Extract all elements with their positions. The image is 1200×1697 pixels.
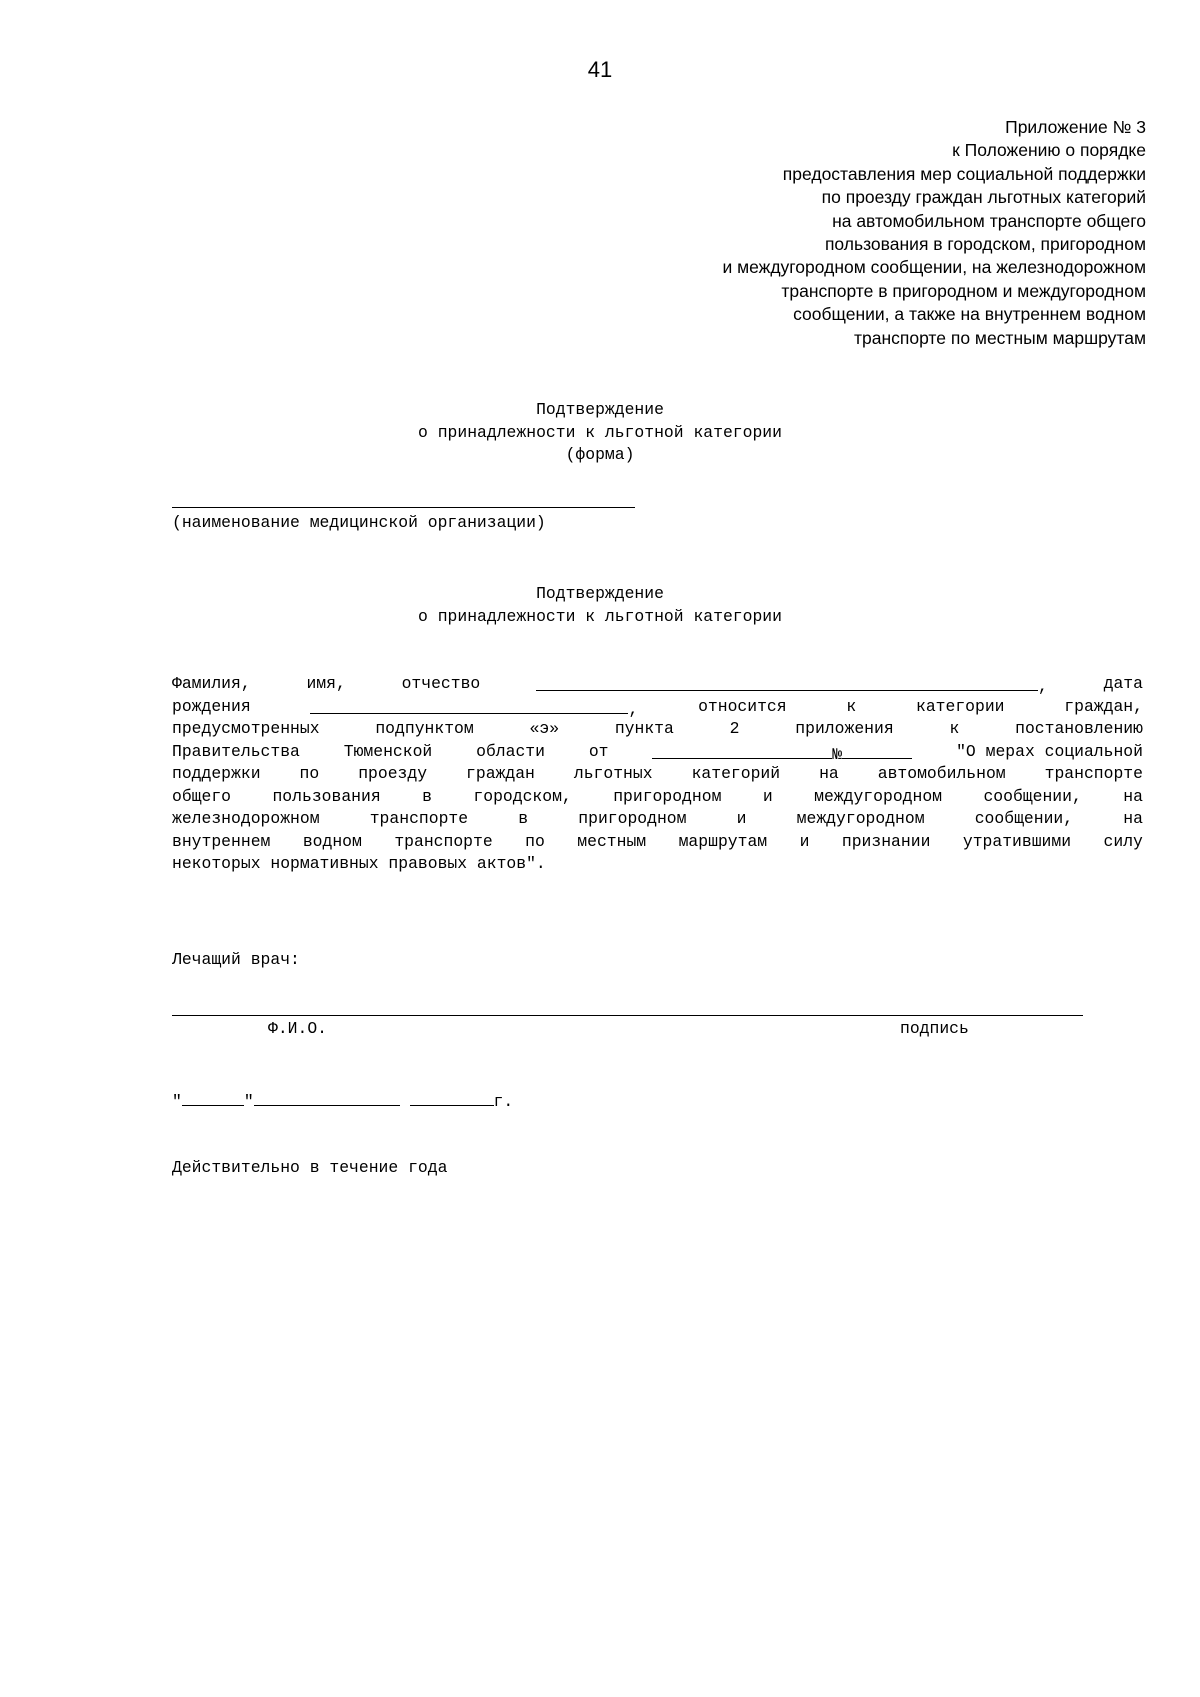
word: граждан (466, 764, 535, 783)
appendix-line: на автомобильном транспорте общего (832, 210, 1146, 231)
quote-mark: " (172, 1092, 182, 1111)
body-line (172, 696, 1143, 719)
form-title-line: (форма) (565, 445, 635, 464)
appendix-line: предоставления мер социальной поддержки (782, 163, 1146, 184)
word: отчество (401, 674, 481, 693)
word: Правительства (172, 741, 300, 761)
appendix-line: Приложение № 3 (1005, 117, 1146, 137)
word: пункта (614, 719, 674, 738)
appendix-line: по проезду граждан льготных категорий (821, 187, 1146, 208)
word: от (588, 741, 609, 761)
word: подпунктом (375, 719, 474, 738)
word: на (819, 764, 839, 783)
page-number: 41 (587, 57, 613, 82)
form-title (0, 399, 1200, 467)
word: рождения (172, 696, 251, 716)
word: и (762, 786, 773, 806)
word: проезду (358, 764, 428, 783)
word: маршрутам (678, 831, 768, 851)
form-title-line: Подтверждение (536, 400, 664, 419)
word: на (1123, 809, 1143, 828)
word: общего (172, 786, 232, 806)
month-blank (254, 1088, 400, 1106)
word: междугородном (796, 809, 925, 828)
document-title (0, 583, 1200, 628)
word: предусмотренных (172, 719, 320, 738)
resolution-date-blank (652, 741, 832, 759)
document-title-line: Подтверждение (536, 584, 664, 603)
word: Фамилия, (172, 674, 251, 693)
word: , (1038, 677, 1048, 696)
body-paragraph (172, 673, 1143, 876)
word: в (518, 809, 529, 828)
full-name-blank (536, 673, 1038, 691)
body-line (172, 673, 1143, 696)
word: утратившими (962, 831, 1072, 851)
word: и (736, 809, 747, 828)
resolution-number-blank (842, 741, 912, 759)
word: автомобильном (877, 764, 1006, 783)
body-line (172, 831, 1143, 854)
word: транспорте (394, 831, 493, 851)
form-title-line: о принадлежности к льготной категории (418, 422, 782, 442)
word: транспорте (369, 809, 469, 828)
word: сообщении, (983, 786, 1082, 806)
word: пригородном (578, 809, 687, 828)
validity-note: Действительно в течение года (172, 1158, 448, 1177)
organization-name-line (172, 507, 635, 508)
appendix-line: пользования в городском, пригородном (824, 234, 1146, 255)
word: к (949, 719, 960, 738)
word: городском, (473, 786, 572, 806)
word: по (525, 831, 545, 851)
word: граждан, (1064, 696, 1143, 716)
word: по (299, 764, 320, 783)
word: внутреннем (172, 831, 271, 851)
word: междугородном (814, 786, 942, 806)
word: категорий (691, 764, 781, 783)
body-line (172, 718, 1143, 741)
word: № (832, 744, 843, 764)
word: постановлению (1015, 719, 1143, 738)
appendix-line: к Положению о порядке (952, 140, 1146, 161)
day-blank (182, 1088, 244, 1106)
word: пользования (272, 786, 381, 806)
word: транспорте (1044, 764, 1143, 783)
year-blank (410, 1088, 494, 1106)
word: области (476, 741, 545, 761)
word: "О мерах социальной (956, 741, 1143, 761)
word: поддержки (172, 764, 261, 783)
full-name-caption: Ф.И.О. (268, 1019, 328, 1038)
word: Тюменской (343, 741, 433, 761)
word: силу (1103, 831, 1143, 851)
word: железнодорожном (172, 809, 320, 828)
signature-line (172, 1015, 1083, 1016)
word: приложения (795, 719, 894, 738)
body-line (172, 808, 1143, 831)
body-line (172, 741, 1143, 764)
appendix-line: транспорте по местным маршрутам (853, 327, 1146, 348)
word: категории (915, 696, 1005, 716)
year-suffix: г. (493, 1092, 514, 1111)
word: к (846, 696, 857, 716)
word: относится (698, 696, 787, 716)
appendix-line: транспорте в пригородном и междугородном (781, 280, 1146, 301)
word: льготных (573, 764, 653, 783)
word: признании (841, 831, 931, 851)
word: 2 (729, 719, 740, 738)
word: в (422, 786, 432, 806)
body-line (172, 786, 1143, 809)
attending-physician-label: Лечащий врач: (172, 950, 300, 969)
word: дата (1103, 674, 1143, 693)
date-line (172, 1088, 513, 1113)
word: местным (577, 831, 647, 851)
appendix-line: сообщении, а также на внутреннем водном (793, 304, 1146, 325)
word: сообщении, (974, 809, 1074, 828)
signature-caption: подпись (900, 1019, 969, 1038)
appendix-header (586, 116, 1146, 350)
document-title-line: о принадлежности к льготной категории (418, 606, 782, 626)
appendix-line: и междугородном сообщении, на железнодорожном (722, 257, 1146, 278)
quote-mark: " (243, 1092, 254, 1111)
word: , (628, 699, 639, 719)
word: водном (302, 831, 362, 851)
birth-date-blank (310, 696, 628, 714)
word: имя, (306, 674, 346, 693)
body-line (172, 763, 1143, 786)
word: «э» (529, 719, 560, 738)
word: пригородном (613, 786, 722, 806)
word: на (1123, 786, 1143, 806)
body-line: некоторых нормативных правовых актов". (172, 854, 546, 873)
organization-name-caption: (наименование медицинской организации) (172, 513, 546, 532)
word: и (799, 831, 810, 851)
